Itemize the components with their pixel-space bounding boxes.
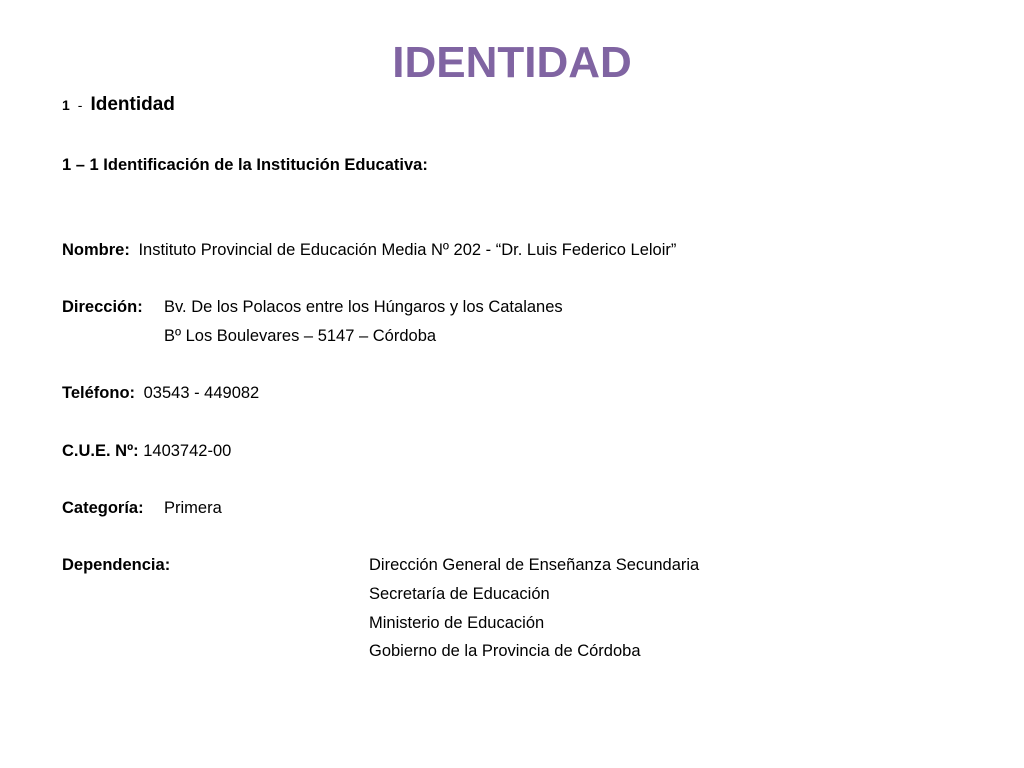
dependencia-line-4: Gobierno de la Provincia de Córdoba: [369, 642, 641, 660]
cue-value: 1403742-00: [143, 442, 232, 460]
field-cue: [62, 440, 231, 462]
telefono-label: Teléfono:: [62, 384, 136, 402]
cue-label: C.U.E. Nº:: [62, 442, 139, 460]
dependencia-label: Dependencia:: [62, 556, 171, 574]
nombre-value: Instituto Provincial de Educación Media Nº 202 - “Dr. Luis Federico Leloir”: [138, 241, 677, 259]
telefono-value: 03543 - 449082: [143, 384, 260, 402]
section-number: 1: [62, 97, 70, 113]
subsection-heading: 1 – 1 Identificación de la Institución Educativa:: [62, 156, 428, 174]
categoria-label: Categoría:: [62, 499, 144, 517]
section-heading: [62, 94, 175, 116]
nombre-label: Nombre:: [62, 241, 130, 259]
direccion-line-1: Bv. De los Polacos entre los Húngaros y los Catalanes: [164, 298, 563, 316]
direccion-line-2: Bº Los Boulevares – 5147 – Córdoba: [164, 327, 437, 345]
dependencia-line-1: Dirección General de Enseñanza Secundaria: [369, 556, 700, 574]
field-telefono: [62, 382, 259, 404]
section-dash: -: [77, 97, 83, 113]
direccion-label: Dirección:: [62, 298, 143, 316]
slide-title: IDENTIDAD: [392, 38, 632, 87]
section-name: Identidad: [90, 94, 175, 115]
categoria-value: Primera: [164, 499, 222, 517]
dependencia-line-3: Ministerio de Educación: [369, 614, 545, 632]
dependencia-line-2: Secretaría de Educación: [369, 585, 550, 603]
field-nombre: [62, 239, 676, 261]
